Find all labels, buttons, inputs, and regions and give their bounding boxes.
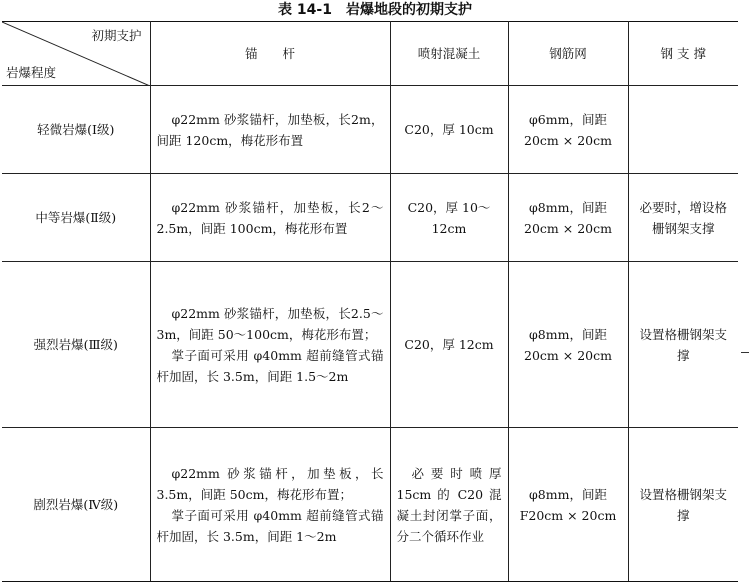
anchor-cell — [150, 262, 390, 428]
anchor-text-face: 掌子面可采用 φ40mm 超前缝管式锚杆加固，长 3.5m，间距 1～2m — [156, 507, 384, 544]
shotcrete-cell: C20，厚 12cm — [390, 262, 508, 428]
corner-header-cell — [2, 22, 150, 86]
anchor-cell — [150, 86, 390, 174]
anchor-text: φ22mm 砂浆锚杆，加垫板，长3.5m，间距 50cm，梅花形布置； — [156, 465, 384, 502]
header-row — [2, 22, 738, 86]
table-row — [2, 86, 738, 174]
corner-header-top: 初期支护 — [91, 28, 142, 43]
anchor-cell — [150, 428, 390, 582]
header-shotcrete: 喷射混凝土 — [390, 22, 508, 86]
steel-cell: 必要时，增设格栅钢架支撑 — [628, 174, 738, 262]
header-mesh: 钢筋网 — [508, 22, 628, 86]
support-table — [2, 21, 738, 582]
header-steel: 钢 支 撑 — [628, 22, 738, 86]
table-row — [2, 262, 738, 428]
shotcrete-text: 必要时喷厚15cm 的 C20 混凝土封闭掌子面，分二个循环作业 — [396, 465, 502, 544]
shotcrete-cell: C20，厚 10cm — [390, 86, 508, 174]
shotcrete-cell — [390, 428, 508, 582]
level-cell: 轻微岩爆(Ⅰ级) — [2, 86, 150, 174]
level-cell: 剧烈岩爆(Ⅳ级) — [2, 428, 150, 582]
level-cell: 强烈岩爆(Ⅲ级) — [2, 262, 150, 428]
shotcrete-cell: C20，厚 10～12cm — [390, 174, 508, 262]
anchor-text-face: 掌子面可采用 φ40mm 超前缝管式锚杆加固，长 3.5m，间距 1.5～2m — [156, 347, 384, 384]
anchor-text: φ22mm 砂浆锚杆，加垫板，长2.5～3m，间距 50～100cm，梅花形布置； — [156, 305, 384, 342]
table-row — [2, 174, 738, 262]
mesh-cell: φ6mm，间距20cm × 20cm — [508, 86, 628, 174]
steel-cell — [628, 86, 738, 174]
corner-header-bottom: 岩爆程度 — [6, 65, 57, 80]
margin-tick — [741, 352, 749, 353]
anchor-cell — [150, 174, 390, 262]
mesh-cell: φ8mm，间距20cm × 20cm — [508, 174, 628, 262]
level-cell: 中等岩爆(Ⅱ级) — [2, 174, 150, 262]
anchor-text: φ22mm 砂浆锚杆，加垫板，长2m，间距 120cm，梅花形布置 — [156, 111, 384, 148]
table-row — [2, 428, 738, 582]
mesh-cell: φ8mm，间距20cm × 20cm — [508, 262, 628, 428]
header-anchor: 锚 杆 — [150, 22, 390, 86]
steel-cell: 设置格栅钢架支撑 — [628, 428, 738, 582]
steel-cell: 设置格栅钢架支撑 — [628, 262, 738, 428]
mesh-cell: φ8mm，间距F20cm × 20cm — [508, 428, 628, 582]
anchor-text: φ22mm 砂浆锚杆，加垫板，长2～2.5m，间距 100cm，梅花形布置 — [156, 199, 384, 236]
table-title: 表 14-1 岩爆地段的初期支护 — [278, 2, 472, 18]
